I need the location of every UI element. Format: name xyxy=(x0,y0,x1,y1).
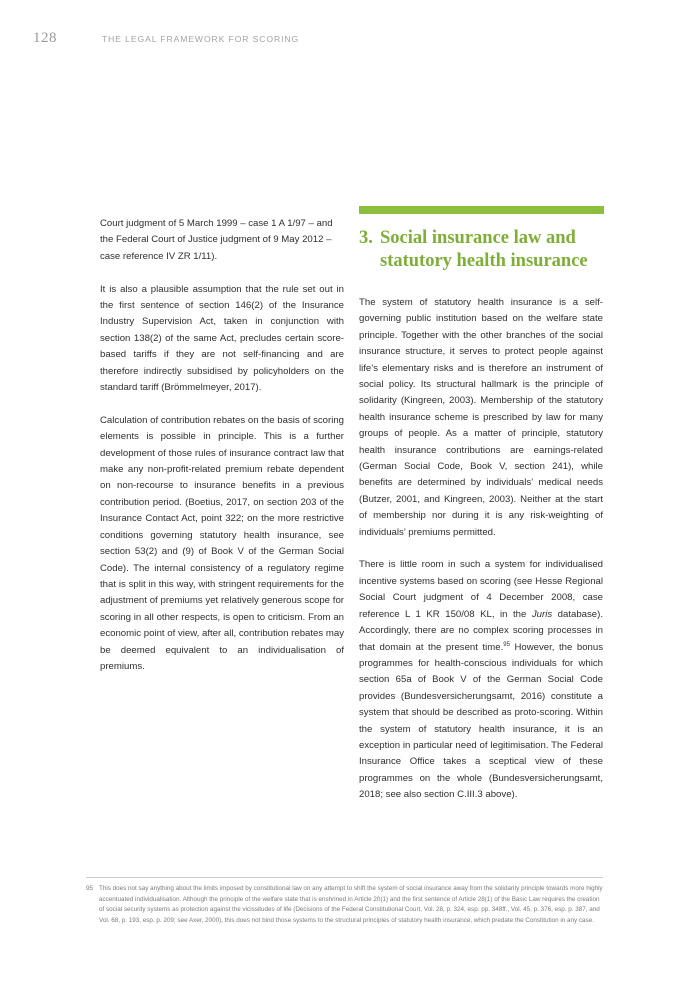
footnote-text: This does not say anything about the limits imposed by constitutional law on any attempt to shift the system of social insurance away from the solidarity principle towards more highly accentuated individualisation. Although the principle of the welfare state that is enshrined in Article 20(1) and the first sentence of Article 28(1) of the Basic Law requires the creation of social security systems as protection against the vicissitudes of life (Decisions of the Federal Constitutional Court, Vol. 28, p. 324, esp. pp. 348ff., Vol. 45, p. 376, esp. p. 387, and Vol. 68, p. 193, esp. p. 209; see Axer, 2000), this does not bind those systems to the structural principles of statutory health insurance, which predate the Constitution in any case. xyxy=(99,885,603,924)
footnote xyxy=(86,884,603,926)
left-column xyxy=(100,216,344,692)
right-paragraph-2 xyxy=(359,557,603,803)
paragraph-text-b: database). Accordingly, there are no complex scoring processes in that domain at the present time. xyxy=(359,608,603,653)
running-title: THE LEGAL FRAMEWORK FOR SCORING xyxy=(102,34,300,44)
section-accent-bar xyxy=(359,206,604,214)
left-paragraph-3: Calculation of contribution rebates on the basis of scoring elements is possible in principle. This is a further development of those rules of insurance contract law that make any non-profit-related premium rebate dependent on non-recourse to insurance benefits in a previous contribution period. (Boetius, 2017, on section 203 of the Insurance Contact Act, point 322; on the more restrictive conditions governing statutory health insurance, see section 53(2) and (9) of Book V of the German Social Code). The internal consistency of a regulatory regime that is split in this way, with stringent requirements for the adjustment of premiums yet relatively generous scope for scoring in all other respects, is open to criticism. From an economic point of view, after all, contribution rebates may be deemed equivalent to an individualisation of premiums. xyxy=(100,414,344,672)
footnote-divider xyxy=(86,877,603,878)
paragraph-text-c: However, the bonus programmes for health-conscious individuals for which section 65a of Book V of the German Social Code provides (Bundesversicherungsamt, 2016) constitute a system that should be described as proto-scoring. Within the system of statutory health insurance, it is an exception in particular need of legitimisation. The Federal Insurance Office takes a sceptical view of these programmes on the whole (Bundesversicherungsamt, 2018; see also section C.III.3 above). xyxy=(359,641,603,801)
right-column xyxy=(359,206,603,820)
left-paragraph-1: Court judgment of 5 March 1999 – case 1 A 1/97 – and the Federal Court of Justice judgment of 9 May 2012 – case reference IV ZR 1/11). xyxy=(100,218,333,262)
juris-italic: Juris xyxy=(531,608,553,620)
section-heading xyxy=(359,227,603,273)
section-number: 3. xyxy=(359,228,373,248)
left-paragraph-2: It is also a plausible assumption that the rule set out in the first sentence of section 146(2) of the Insurance Industry Supervision Act, taken in conjunction with section 138(2) of the same Act, precludes certain score-based tariffs if they are not self-financing and are therefore indirectly subsidised by policyholders on the standard tariff (Brömmelmeyer, 2017). xyxy=(100,283,344,394)
footnote-reference[interactable]: 95 xyxy=(503,641,510,648)
footnote-number: 95 xyxy=(86,885,94,892)
page-number: 128 xyxy=(33,30,57,46)
section-title: Social insurance law and statutory health insurance xyxy=(380,228,588,271)
right-paragraph-1: The system of statutory health insurance is a self-governing public institution based on the welfare state principle. Together with the other branches of the social insurance structure, it serves to protect people against life’s elementary risks and is therefore an instrument of social policy. Its structural hallmark is the principle of solidarity (Kingreen, 2003). Membership of the statutory health insurance scheme is prescribed by law for many groups of people. As a matter of principle, statutory health insurance contributions are earnings-related (German Social Code, Book V, section 241), while benefits are determined by individuals’ medical needs (Butzer, 2001, and Kingreen, 2003). Neither at the start of membership nor during it is any risk-weighting of individuals’ premiums permitted. xyxy=(359,297,603,538)
paragraph-text-a: There is little room in such a system for individualised incentive systems based on scoring (see Hesse Regional Social Court judgment of 4 December 2008, case reference L 1 KR 150/08 KL, in the xyxy=(359,559,603,620)
